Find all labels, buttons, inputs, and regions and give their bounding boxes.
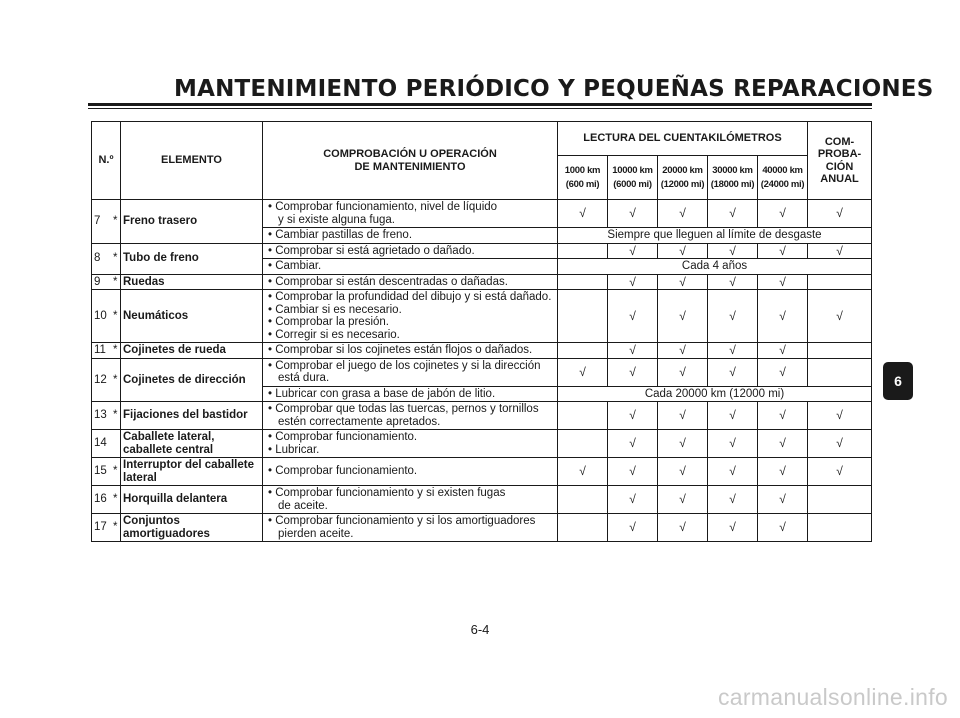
empty-cell (808, 514, 872, 542)
item-number: 11 (92, 343, 111, 359)
item-operation (263, 358, 558, 386)
operation-line: • Comprobar funcionamiento y si existen fugas (268, 487, 506, 499)
element-line: Horquilla delantera (123, 493, 228, 506)
check-mark-cell: √ (658, 200, 708, 228)
operation-line: • Comprobar si los cojinetes están flojos o dañados. (268, 344, 533, 356)
title-rule-thick (88, 103, 872, 106)
item-operation (263, 243, 558, 259)
operation-line: • Comprobar funcionamiento, nivel de líquido (268, 201, 498, 213)
operation-line: • Lubricar con grasa a base de jabón de litio. (268, 387, 496, 400)
item-asterisk: * (111, 458, 121, 486)
header-km-10000 (608, 156, 658, 200)
header-km-30000 (708, 156, 758, 200)
check-mark-cell: √ (608, 514, 658, 542)
check-mark-cell: √ (558, 358, 608, 386)
item-element (121, 200, 263, 244)
check-mark-cell: √ (708, 274, 758, 290)
element-line: Cojinetes de rueda (123, 344, 226, 356)
check-mark-cell: √ (708, 486, 758, 514)
header-annual-line-4: ANUAL (820, 173, 859, 185)
item-operation (263, 290, 558, 343)
mi-label: (600 mi) (565, 178, 600, 190)
km-label: 20000 km (662, 164, 703, 176)
check-mark-cell: √ (708, 290, 758, 343)
table-row (92, 358, 872, 386)
item-operation (263, 430, 558, 458)
check-mark-cell: √ (558, 200, 608, 228)
operation-line: • Comprobar funcionamiento. (268, 431, 418, 443)
check-mark-cell: √ (608, 358, 658, 386)
empty-cell (808, 486, 872, 514)
check-mark-cell: √ (708, 358, 758, 386)
operation-line: • Comprobar que todas las tuercas, pernos y tornillos (268, 403, 539, 415)
operation-line: • Comprobar el juego de los cojinetes y si la dirección (268, 359, 541, 372)
mi-label: (24000 mi) (760, 178, 805, 190)
item-operation (263, 458, 558, 486)
check-mark-cell: √ (758, 514, 808, 542)
check-mark-cell: √ (608, 486, 658, 514)
check-mark-cell: √ (808, 243, 872, 259)
check-mark-cell: √ (758, 290, 808, 343)
operation-line: estén correctamente apretados. (278, 415, 441, 428)
check-mark-cell: √ (708, 243, 758, 259)
item-operation (263, 343, 558, 359)
item-asterisk: * (111, 243, 121, 274)
element-line: Ruedas (123, 275, 165, 288)
operation-line: y si existe alguna fuga. (278, 213, 395, 226)
check-mark-cell: √ (708, 458, 758, 486)
operation-line: pierden aceite. (278, 527, 354, 540)
check-mark-cell: √ (708, 430, 758, 458)
item-number: 8 (92, 243, 111, 274)
check-mark-cell: √ (608, 243, 658, 259)
item-operation (263, 259, 558, 275)
item-asterisk: * (111, 290, 121, 343)
check-mark-cell: √ (658, 290, 708, 343)
element-line: Interruptor del caballete (123, 459, 255, 471)
check-mark-cell: √ (758, 402, 808, 430)
check-mark-cell: √ (658, 458, 708, 486)
item-element (121, 430, 263, 458)
table-row (92, 430, 872, 458)
check-mark-cell: √ (608, 200, 658, 228)
element-line: amortiguadores (123, 527, 210, 540)
item-number: 9 (92, 274, 111, 290)
operation-line: • Comprobar la presión. (268, 316, 389, 328)
item-operation (263, 386, 558, 402)
check-mark-cell: √ (708, 343, 758, 359)
item-number: 16 (92, 486, 111, 514)
page-number: 6-4 (470, 622, 490, 637)
maintenance-rows (92, 200, 872, 542)
item-operation (263, 200, 558, 228)
check-mark-cell: √ (658, 486, 708, 514)
item-operation (263, 274, 558, 290)
item-operation (263, 486, 558, 514)
item-asterisk: * (111, 343, 121, 359)
maintenance-table (91, 121, 872, 542)
check-mark-cell: √ (758, 358, 808, 386)
operation-line: • Cambiar si es necesario. (268, 303, 402, 316)
item-number: 13 (92, 402, 111, 430)
item-asterisk: * (111, 274, 121, 290)
km-label: 30000 km (712, 164, 753, 176)
item-number: 10 (92, 290, 111, 343)
table-row (92, 274, 872, 290)
header-operation-line-1: COMPROBACIÓN U OPERACIÓN (323, 148, 497, 160)
item-asterisk: * (111, 200, 121, 244)
header-km-20000 (658, 156, 708, 200)
check-mark-cell: √ (658, 274, 708, 290)
item-number: 14 (92, 430, 111, 458)
check-mark-cell: √ (808, 290, 872, 343)
item-element (121, 358, 263, 402)
interval-note: Siempre que lleguen al límite de desgaste (558, 228, 872, 244)
section-tab[interactable]: 6 (883, 362, 913, 400)
check-mark-cell: √ (658, 243, 708, 259)
mi-label: (18000 mi) (710, 178, 755, 190)
empty-cell (558, 274, 608, 290)
km-label: 10000 km (612, 164, 653, 176)
empty-cell (558, 343, 608, 359)
header-annual-line-2: PROBA- (817, 148, 862, 160)
table-row (92, 200, 872, 228)
operation-line: • Comprobar la profundidad del dibujo y si está dañado. (268, 291, 552, 303)
check-mark-cell: √ (708, 514, 758, 542)
item-element (121, 458, 263, 486)
check-mark-cell: √ (658, 430, 708, 458)
empty-cell (558, 290, 608, 343)
header-annual-line-1: COM- (824, 135, 855, 148)
table-row (92, 243, 872, 259)
empty-cell (558, 486, 608, 514)
header-annual-line-3: CIÓN (825, 160, 854, 173)
operation-line: • Cambiar. (268, 260, 322, 272)
element-line: caballete central (123, 443, 214, 456)
operation-line: • Comprobar si está agrietado o dañado. (268, 244, 475, 257)
check-mark-cell: √ (658, 402, 708, 430)
page-title: MANTENIMIENTO PERIÓDICO Y PEQUEÑAS REPARACIONES (174, 76, 934, 102)
empty-cell (808, 274, 872, 290)
check-mark-cell: √ (608, 274, 658, 290)
operation-line: está dura. (278, 372, 330, 384)
operation-line: • Comprobar funcionamiento y si los amortiguadores (268, 515, 536, 527)
element-line: Freno trasero (123, 215, 198, 227)
item-element (121, 343, 263, 359)
item-element (121, 402, 263, 430)
item-number: 15 (92, 458, 111, 486)
check-mark-cell: √ (558, 458, 608, 486)
empty-cell (808, 358, 872, 386)
interval-note: Cada 20000 km (12000 mi) (558, 386, 872, 402)
table-row (92, 402, 872, 430)
item-asterisk: * (111, 402, 121, 430)
check-mark-cell: √ (608, 290, 658, 343)
check-mark-cell: √ (758, 200, 808, 228)
item-number: 12 (92, 358, 111, 402)
item-asterisk: * (111, 486, 121, 514)
operation-line: • Comprobar si están descentradas o dañadas. (268, 275, 508, 288)
item-element (121, 290, 263, 343)
empty-cell (558, 243, 608, 259)
item-number: 7 (92, 200, 111, 244)
header-km-1000 (558, 156, 608, 200)
km-label: 1000 km (564, 164, 601, 176)
item-asterisk: * (111, 358, 121, 402)
table-row (92, 514, 872, 542)
check-mark-cell: √ (708, 200, 758, 228)
header-operation-line-2: DE MANTENIMIENTO (354, 160, 466, 173)
mi-label: (12000 mi) (660, 178, 705, 190)
empty-cell (808, 343, 872, 359)
check-mark-cell: √ (808, 200, 872, 228)
empty-cell (558, 402, 608, 430)
item-number: 17 (92, 514, 111, 542)
check-mark-cell: √ (658, 343, 708, 359)
item-element (121, 514, 263, 542)
header-odometer: LECTURA DEL CUENTAKILÓMETROS (558, 122, 808, 156)
item-operation (263, 514, 558, 542)
operation-line: • Cambiar pastillas de freno. (268, 229, 413, 241)
item-asterisk: * (111, 514, 121, 542)
header-element: ELEMENTO (121, 122, 263, 200)
operation-line: • Corregir si es necesario. (268, 328, 400, 341)
table-row (92, 290, 872, 343)
mi-label: (6000 mi) (613, 178, 652, 190)
element-line: Tubo de freno (123, 252, 199, 265)
check-mark-cell: √ (758, 243, 808, 259)
check-mark-cell: √ (608, 343, 658, 359)
check-mark-cell: √ (758, 343, 808, 359)
check-mark-cell: √ (608, 402, 658, 430)
operation-line: • Comprobar funcionamiento. (268, 465, 418, 478)
empty-cell (558, 430, 608, 458)
check-mark-cell: √ (608, 458, 658, 486)
header-num: N.º (92, 122, 121, 200)
km-label: 40000 km (762, 164, 803, 176)
item-operation (263, 402, 558, 430)
check-mark-cell: √ (808, 458, 872, 486)
table-row (92, 486, 872, 514)
check-mark-cell: √ (808, 402, 872, 430)
check-mark-cell: √ (758, 458, 808, 486)
check-mark-cell: √ (758, 486, 808, 514)
check-mark-cell: √ (658, 358, 708, 386)
element-line: Cojinetes de dirección (123, 373, 246, 386)
empty-cell (558, 514, 608, 542)
header-annual (808, 122, 872, 200)
operation-line: de aceite. (278, 499, 328, 512)
item-element (121, 274, 263, 290)
watermark: carmanualsonline.info (717, 684, 948, 710)
header-km-40000 (758, 156, 808, 200)
header-operation (263, 122, 558, 200)
element-line: Neumáticos (123, 309, 189, 322)
item-asterisk (111, 430, 121, 458)
element-line: Fijaciones del bastidor (123, 409, 248, 422)
interval-note: Cada 4 años (558, 259, 872, 275)
check-mark-cell: √ (758, 430, 808, 458)
table-row (92, 458, 872, 486)
item-operation (263, 228, 558, 244)
element-line: Conjuntos (123, 515, 180, 527)
item-element (121, 486, 263, 514)
check-mark-cell: √ (658, 514, 708, 542)
table-row (92, 343, 872, 359)
element-line: Caballete lateral, (123, 431, 215, 443)
check-mark-cell: √ (708, 402, 758, 430)
title-rule-thin (88, 108, 872, 109)
operation-line: • Lubricar. (268, 443, 320, 456)
check-mark-cell: √ (608, 430, 658, 458)
element-line: lateral (123, 471, 157, 484)
item-element (121, 243, 263, 274)
check-mark-cell: √ (758, 274, 808, 290)
check-mark-cell: √ (808, 430, 872, 458)
